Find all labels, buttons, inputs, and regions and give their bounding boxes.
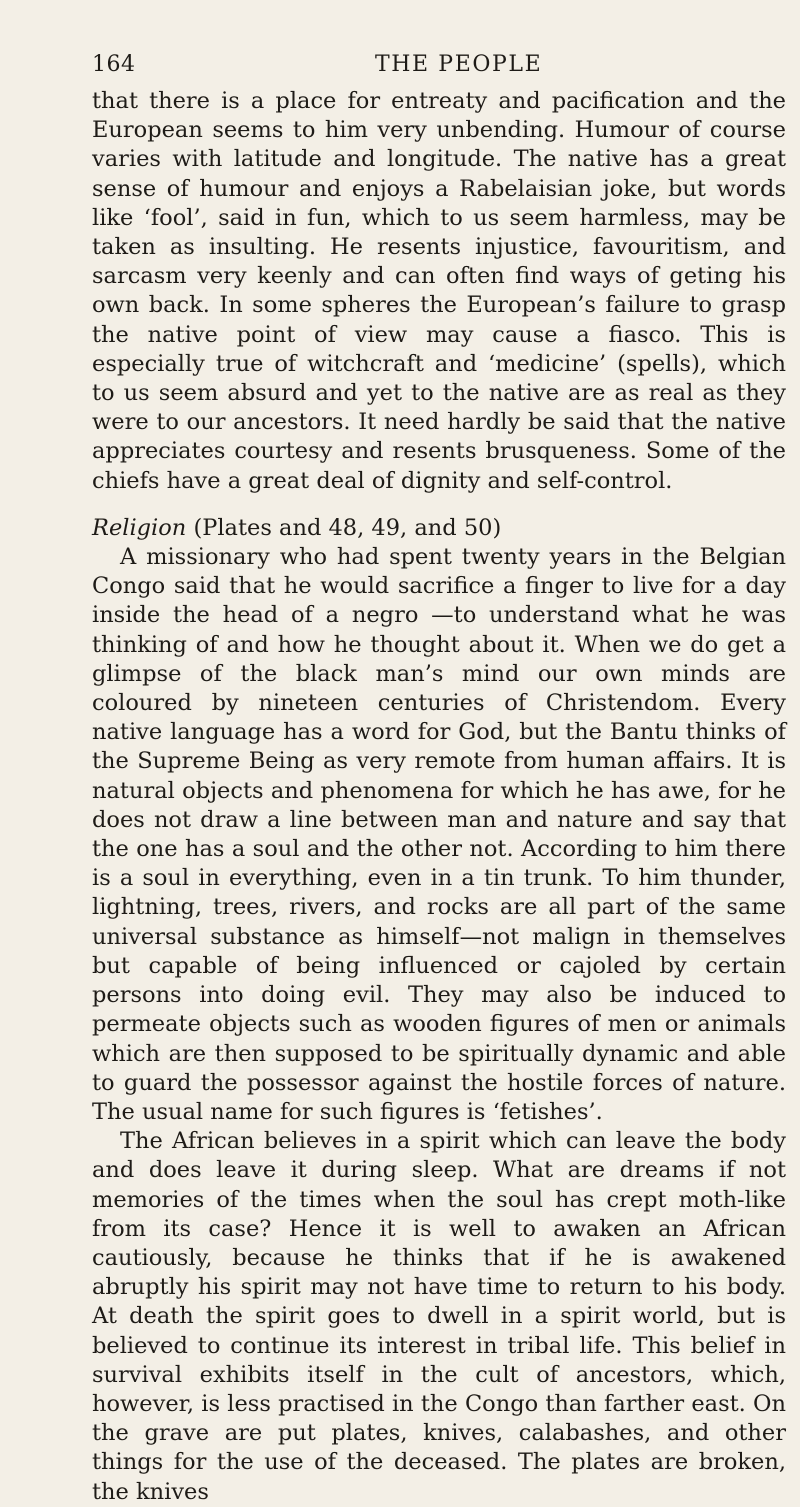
running-title: THE PEOPLE (375, 52, 543, 77)
page-body (92, 87, 786, 1507)
section-heading-plates: (Plates and 48, 49, and 50) (186, 514, 502, 541)
section-heading-title: Religion (92, 514, 187, 541)
running-head (92, 52, 786, 82)
paragraph-religion-1: A missionary who had spent twenty years in the Belgian Congo said that he would sacrifice a finger to live for a day inside the head of a negro —to understand what he was thinking of and how he thought about it. When we do get a glimpse of the black man’s mind our own minds are coloured by nineteen centuries of Christendom. Every native language has a word for God, but the Bantu thinks of the Supreme Being as very remote from human affairs. It is natural objects and phenomena for which he has awe, for he does not draw a line between man and nature and say that the one has a soul and the other not. According to him there is a soul in everything, even in a tin trunk. To him thunder, lightning, trees, rivers, and rocks are all part of the same universal substance as himself—not malign in themselves but capable of being influenced or cajoled by certain persons into doing evil. They may also be induced to permeate objects such as wooden figures of men or animals which are then supposed to be spiritually dynamic and able to guard the possessor against the hostile forces of nature. The usual name for such figures is ‘fetishes’. (92, 544, 786, 1125)
paragraph-continued: that there is a place for entreaty and pacification and the European seems to him very unbending. Humour of course varies with latitude and longitude. The native has a great sense of humour and enjoys a Rabelaisian joke, but words like ‘fool’, said in fun, which to us seem harmless, may be taken as insulting. He resents injustice, favouritism, and sarcasm very keenly and can often find ways of geting his own back. In some spheres the European’s failure to grasp the native point of view may cause a fiasco. This is especially true of witchcraft and ‘medicine’ (spells), which to us seem absurd and yet to the native are as real as they were to our ancestors. It need hardly be said that the native appreciates courtesy and resents brusqueness. Some of the chiefs have a great deal of dignity and self-control. (92, 88, 786, 494)
paragraph-religion-2: The African believes in a spirit which can leave the body and does leave it during sleep. What are dreams if not memories of the times when the soul has crept moth-like from its case? Hence it is well to awaken an African cautiously, because he thinks that if he is awakened abruptly his spirit may not have time to return to his body. At death the spirit goes to dwell in a spirit world, but is believed to continue its interest in tribal life. This belief in survival exhibits itself in the cult of ancestors, which, however, is less practised in the Congo than farther east. On the grave are put plates, knives, calabashes, and other things for the use of the deceased. The plates are broken, the knives (92, 1128, 786, 1505)
page-number: 164 (92, 52, 136, 77)
section-heading (92, 514, 786, 543)
